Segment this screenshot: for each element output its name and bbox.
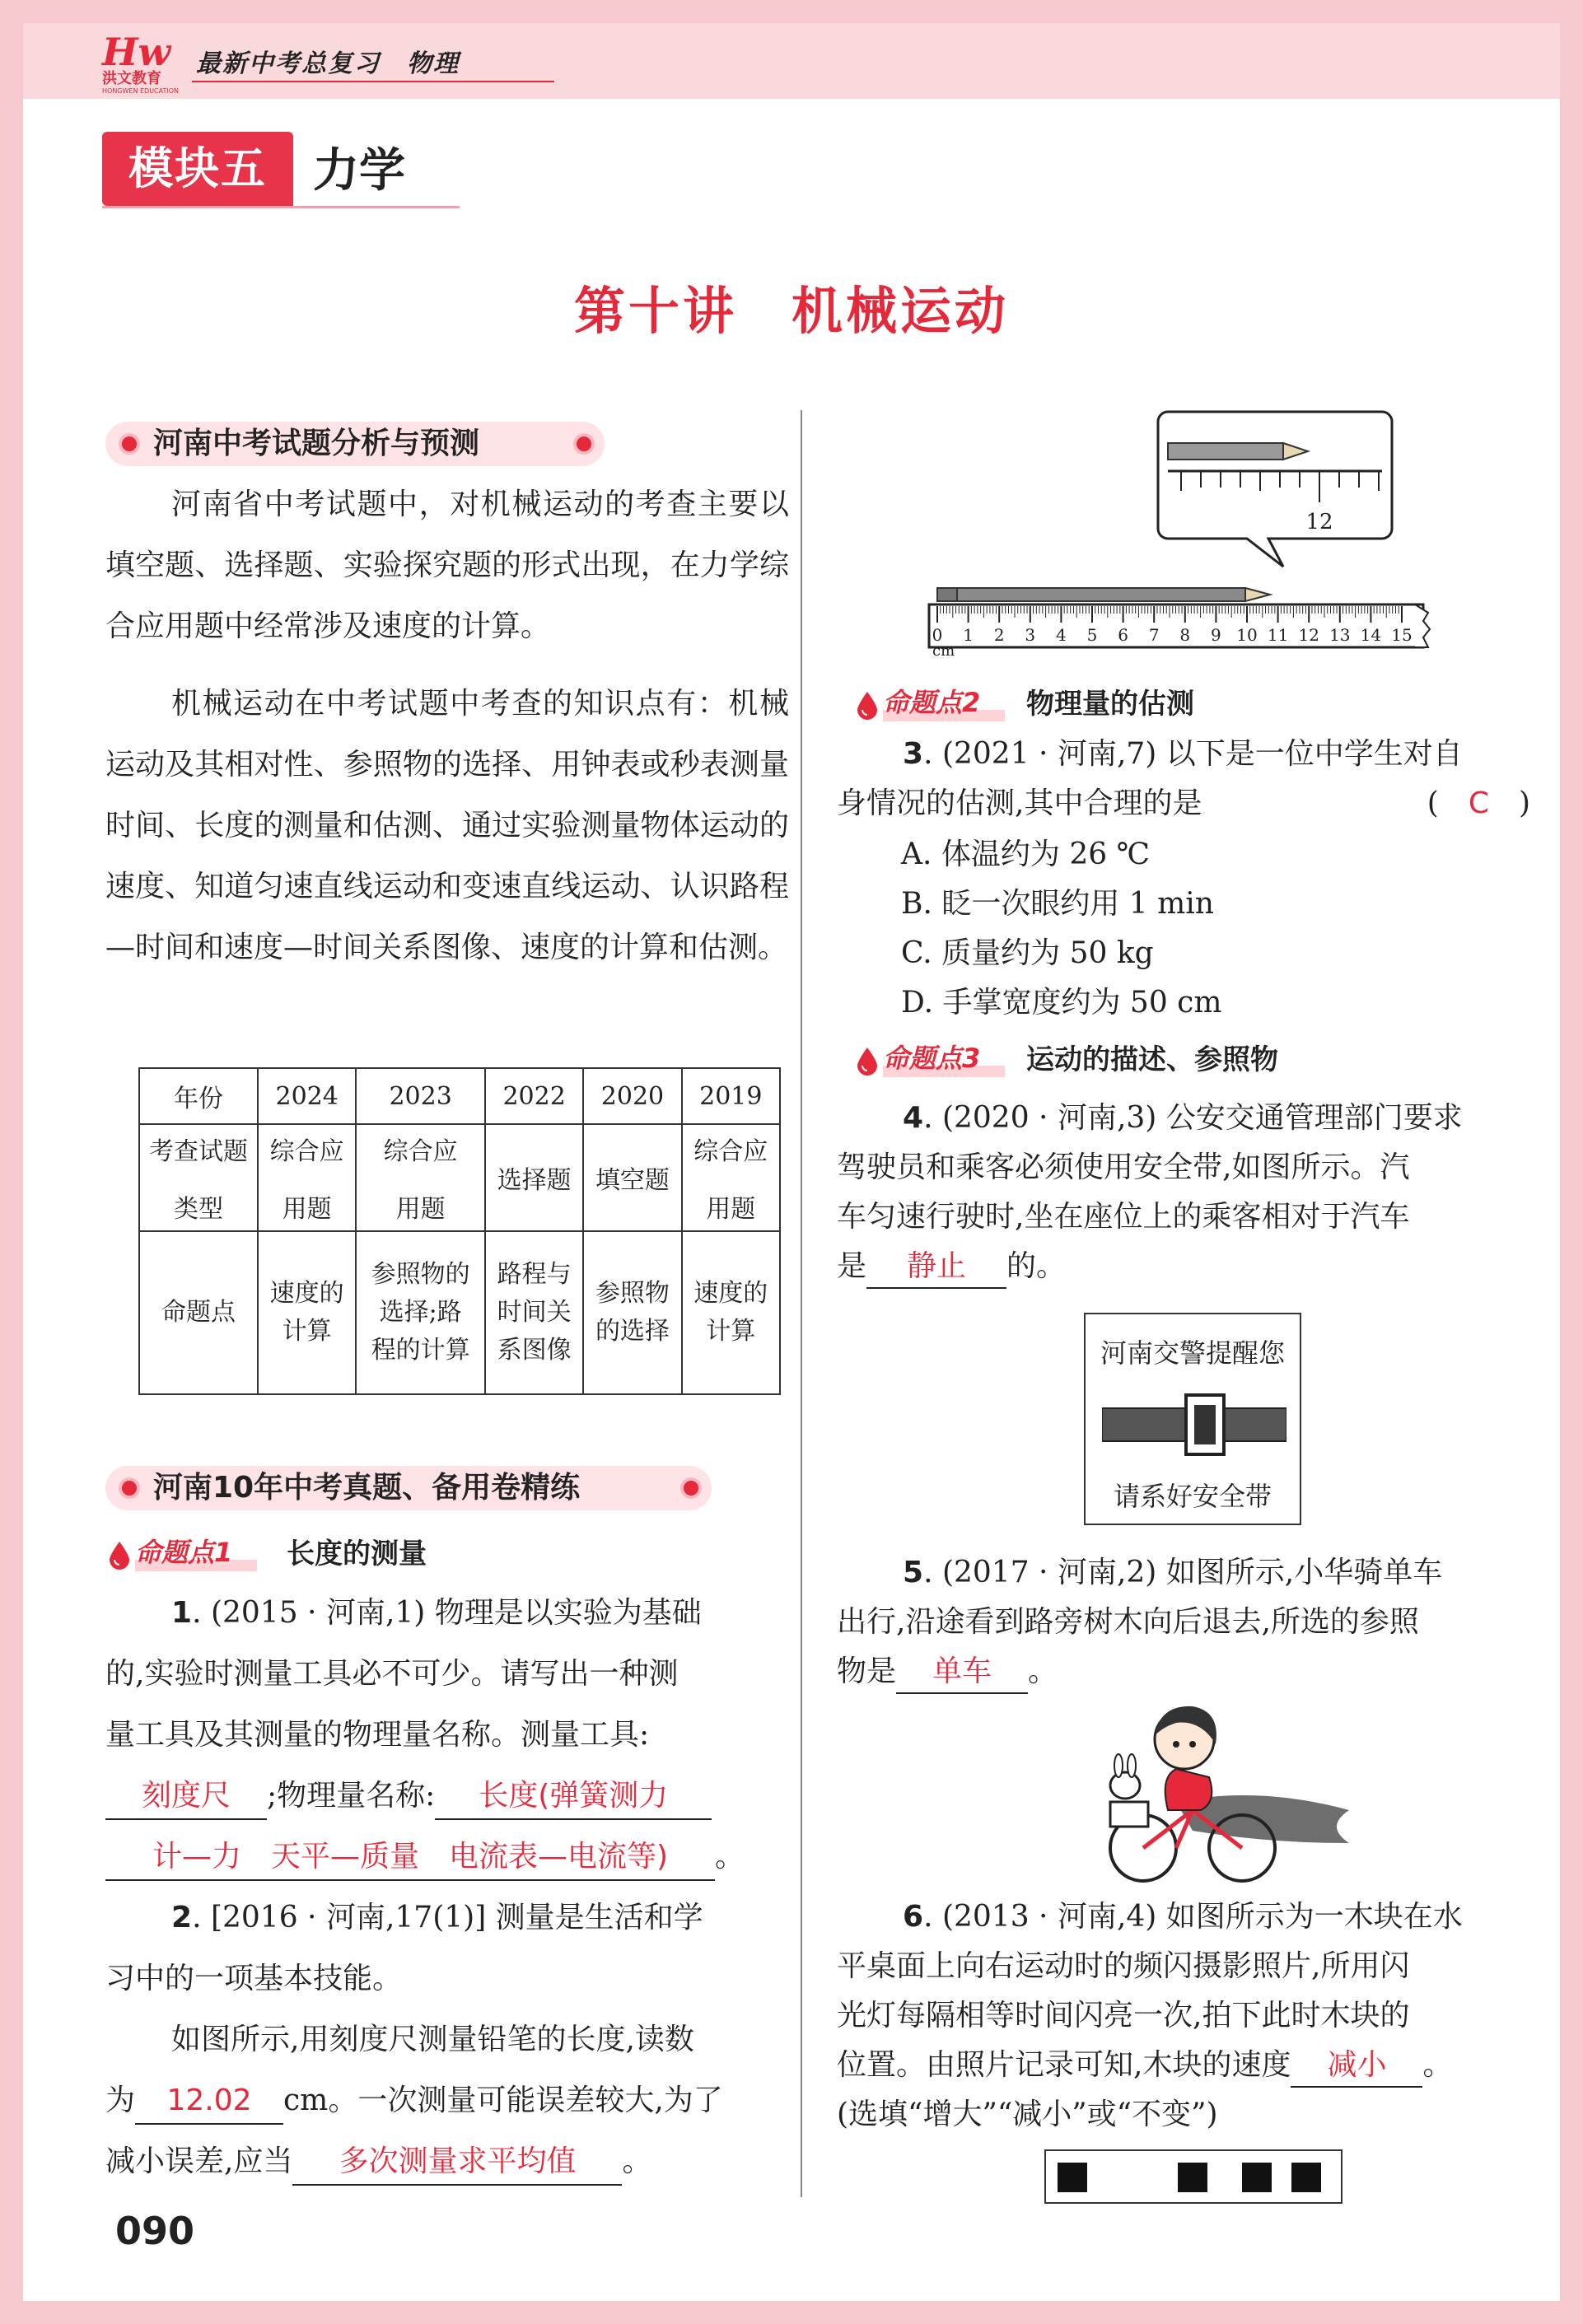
table-cell [583, 1231, 681, 1394]
q1-line: 的,实验时测量工具必不可少。请写出一种测 [105, 1657, 679, 1691]
q3-text: . (2021 · 河南,7) 以下是一位中学生对自 [923, 737, 1463, 771]
q2-text: . [2016 · 河南,17(1)] 测量是生活和学 [192, 1901, 703, 1934]
q4-text: 的。 [1006, 1249, 1067, 1283]
ruler-tick-label: 0 [932, 625, 943, 645]
question-4 [837, 1094, 1530, 1291]
q3-option-d: D. 手掌宽度约为 50 cm [901, 986, 1222, 1020]
q5-answer: 单车 [896, 1651, 1028, 1694]
wood-block [1058, 2163, 1087, 2192]
ruler-tick-label: 11 [1267, 625, 1289, 645]
ruler-tick-label: 1 [963, 625, 974, 645]
table-cell [583, 1124, 681, 1231]
q3-option-a: A. 体温约为 26 ℃ [901, 838, 1150, 871]
q5-line: 出行,沿途看到路旁树木向后退去,所选的参照 [837, 1605, 1419, 1639]
point-1-title: 长度的测量 [287, 1538, 427, 1570]
ruler-tick-label: 12 [1298, 625, 1319, 645]
cell-line: 速度的 [269, 1279, 344, 1308]
cell-line: 用题 [706, 1195, 756, 1224]
ruler-tick-label: 10 [1236, 625, 1258, 645]
ruler-tick-label: 4 [1056, 625, 1067, 645]
ruler [929, 604, 1430, 660]
header-divider [192, 81, 554, 82]
ruler-tick-label: 14 [1360, 625, 1382, 645]
q6-line: 平桌面上向右运动时的频闪摄影照片,所用闪 [837, 1949, 1410, 1983]
logo-mark: Hw [102, 30, 171, 74]
q2-text: 为 [105, 2084, 136, 2117]
table-header-point: 命题点 [139, 1231, 258, 1394]
q1-answer-quantity-cont: 计—力 天平—质量 电流表—电流等) [105, 1835, 715, 1881]
table-row [139, 1231, 780, 1394]
table-cell [356, 1124, 485, 1231]
q6-number: 6 [903, 1900, 924, 1934]
point-1-header [107, 1533, 519, 1575]
cell-line: 参照物 [595, 1279, 670, 1308]
q6-line [837, 2041, 1530, 2090]
cell-line: 计算 [282, 1317, 332, 1346]
table-cell [485, 1124, 583, 1231]
table-cell [682, 1124, 780, 1231]
q6-text: 位置。由照片记录可知,木块的速度 [837, 2048, 1291, 2082]
q4-line: 驾驶员和乘客必须使用安全带,如图所示。汽 [837, 1150, 1410, 1184]
point-2-title: 物理量的估测 [1026, 688, 1194, 721]
table-cell: 2023 [356, 1068, 485, 1124]
wood-block [1242, 2163, 1272, 2192]
book-title: 最新中考总复习 物理 [196, 49, 460, 78]
ruler-tick-label: 3 [1025, 625, 1036, 645]
bullet-icon [573, 433, 595, 455]
bullet-icon [680, 1477, 702, 1499]
q1-text: 。 [715, 1840, 745, 1874]
sign-top-text: 河南交警提醒您 [1100, 1337, 1285, 1369]
point-1-tag: 命题点1 [135, 1537, 233, 1568]
table-cell: 2024 [258, 1068, 356, 1124]
q5-number: 5 [903, 1556, 924, 1589]
table-cell: 2020 [583, 1068, 681, 1124]
logo-en: HONGWEN EDUCATION [102, 87, 180, 95]
q3-number: 3 [903, 737, 924, 771]
cell-line: 的选择 [595, 1317, 670, 1346]
q2-line: 习中的一项基本技能。 [105, 1962, 403, 1995]
table-header-type [139, 1124, 258, 1231]
q5-text: 。 [1028, 1654, 1058, 1688]
ruler-tick-label: 9 [1211, 625, 1221, 645]
q1-text: ;物理量名称: [267, 1779, 436, 1813]
cell-line: 综合应 [693, 1137, 768, 1166]
ruler-figure [921, 405, 1440, 660]
q4-text: 是 [837, 1249, 867, 1283]
wood-block [1178, 2163, 1207, 2192]
table-row [139, 1068, 780, 1124]
q2-line [105, 2070, 789, 2131]
module-subject: 力学 [293, 132, 425, 206]
q2-answer-method: 多次测量求平均值 [292, 2140, 622, 2186]
q2-line [105, 2131, 789, 2192]
q6-line: (选填“增大”“减小”或“不变”) [837, 2098, 1218, 2131]
cell-line: 计算 [706, 1317, 756, 1346]
analysis-paragraph-1: 河南省中考试题中，对机械运动的考查主要以填空题、选择题、实验探究题的形式出现，在力学综合应用题中经常涉及速度的计算。 [105, 488, 789, 643]
pencil [937, 588, 1270, 601]
exam-analysis-table [138, 1067, 781, 1395]
q5-text: 物是 [837, 1654, 897, 1688]
zoom-label: 12 [1305, 510, 1333, 534]
ruler-tick-label: 2 [993, 625, 1005, 645]
ruler-tick-label: 6 [1118, 625, 1128, 645]
question-6 [837, 1892, 1530, 2140]
bullet-icon [119, 433, 140, 455]
q6-line: 光灯每隔相等时间闪亮一次,拍下此时木块的 [837, 1999, 1410, 2032]
q6-answer: 减小 [1291, 2045, 1422, 2088]
q5-text: . (2017 · 河南,2) 如图所示,小华骑单车 [923, 1556, 1443, 1589]
lecture-title: 第十讲 机械运动 [573, 281, 1009, 341]
cell-line: 时间关 [497, 1298, 572, 1327]
q4-line [837, 1094, 1530, 1143]
q2-text: 。 [622, 2144, 652, 2178]
cyclist-illustration [1053, 1687, 1366, 1892]
q1-number: 1 [171, 1596, 193, 1630]
seatbelt-sign [1084, 1313, 1301, 1525]
cell-line: 选择题 [497, 1166, 572, 1195]
question-3 [837, 730, 1530, 828]
q1-line [105, 1827, 789, 1888]
q3-answer: C [1468, 786, 1489, 820]
ruler-tick-label: 15 [1391, 625, 1413, 645]
droplet-icon [855, 1046, 880, 1076]
ruler-tick-label: 5 [1086, 625, 1098, 645]
q1-text: . (2015 · 河南,1) 物理是以实验为基础 [192, 1596, 702, 1630]
cell-line: 选择;路 [379, 1298, 462, 1327]
sign-bottom-text: 请系好安全带 [1113, 1481, 1272, 1512]
q4-answer: 静止 [866, 1246, 1006, 1289]
page-number: 090 [115, 2209, 195, 2253]
type-label-line: 类型 [174, 1195, 223, 1224]
droplet-icon [855, 690, 880, 720]
seatbelt-icon [1102, 1387, 1286, 1463]
section-practice-header [105, 1466, 712, 1510]
column-divider [801, 410, 802, 2197]
table-cell: 2019 [682, 1068, 780, 1124]
q6-line [837, 1892, 1530, 1942]
q3-answer-bracket: ( C ) [1427, 786, 1530, 820]
cell-line: 综合应 [383, 1137, 458, 1166]
question-1 [105, 1583, 789, 1888]
q1-answer-quantity: 长度(弹簧测力 [435, 1774, 712, 1820]
module-label: 模块五 [102, 132, 293, 206]
q6-text: 。 [1422, 2048, 1453, 2082]
ruler-tick-label: 7 [1148, 625, 1160, 645]
table-cell [356, 1231, 485, 1394]
droplet-icon [107, 1540, 132, 1570]
point-3-title: 运动的描述、参照物 [1026, 1043, 1278, 1076]
type-label-line: 考查试题 [149, 1137, 248, 1166]
q2-line: 如图所示,用刻度尺测量铅笔的长度,读数 [171, 2023, 694, 2056]
module-underline [102, 206, 460, 208]
q3-option-b: B. 眨一次眼约用 1 min [901, 887, 1214, 921]
q2-answer-length: 12.02 [135, 2079, 283, 2125]
q2-line [105, 1888, 789, 1948]
q4-line: 车匀速行驶时,坐在座位上的乘客相对于汽车 [837, 1200, 1410, 1234]
section-analysis-title: 河南中考试题分析与预测 [153, 427, 480, 460]
logo-name: 洪文教育 [102, 70, 161, 87]
q3-line [837, 779, 1530, 828]
q4-number: 4 [903, 1101, 924, 1135]
table-cell: 2022 [485, 1068, 583, 1124]
q2-number: 2 [171, 1901, 193, 1934]
question-2 [105, 1888, 789, 2192]
table-cell [258, 1124, 356, 1231]
q1-line [105, 1583, 789, 1644]
q2-text: cm。一次测量可能误差较大,为了 [283, 2084, 723, 2117]
q4-line [837, 1242, 1530, 1291]
cell-line: 路程与 [497, 1260, 572, 1289]
table-cell [258, 1231, 356, 1394]
analysis-paragraph-2: 机械运动在中考试题中考查的知识点有：机械运动及其相对性、参照物的选择、用钟表或秒表测量时间、长度的测量和估测、通过实验测量物体运动的速度、知道匀速直线运动和变速直线运动、认识路程—时间和速度—时间关系图像、速度的计算和估测。 [105, 687, 789, 964]
q5-line [837, 1548, 1530, 1598]
cell-line: 系图像 [497, 1336, 572, 1365]
logo [102, 30, 204, 95]
point-3-tag: 命题点3 [883, 1043, 981, 1074]
page [23, 23, 1560, 2301]
table-row [139, 1124, 780, 1231]
q1-answer-tool: 刻度尺 [105, 1774, 267, 1820]
wood-block [1291, 2163, 1321, 2192]
q2-text: 减小误差,应当 [105, 2144, 293, 2178]
zoom-bubble [1158, 412, 1392, 567]
table-cell [485, 1231, 583, 1394]
flash-photo-figure [1044, 2149, 1343, 2204]
q4-text: . (2020 · 河南,3) 公安交通管理部门要求 [923, 1101, 1463, 1135]
point-2-header [855, 684, 1316, 725]
q3-option-c: C. 质量约为 50 kg [901, 936, 1154, 970]
ruler-tick-label: 13 [1329, 625, 1351, 645]
table-cell [682, 1231, 780, 1394]
q3-text: 身情况的估测,其中合理的是 [837, 786, 1202, 820]
q1-line [105, 1766, 789, 1827]
cell-line: 用题 [395, 1195, 446, 1224]
table-header-year: 年份 [139, 1068, 258, 1124]
cell-line: 程的计算 [371, 1336, 470, 1365]
cell-line: 综合应 [269, 1137, 344, 1166]
section-practice-title: 河南10年中考真题、备用卷精练 [153, 1471, 581, 1505]
cell-line: 用题 [282, 1195, 332, 1224]
q1-line: 量工具及其测量的物理量名称。测量工具: [105, 1718, 650, 1752]
section-analysis-header [105, 422, 605, 466]
point-3-header [855, 1039, 1366, 1080]
question-5 [837, 1548, 1530, 1696]
ruler-unit: cm [932, 642, 955, 660]
cell-line: 参照物的 [371, 1260, 470, 1289]
q6-text: . (2013 · 河南,4) 如图所示为一木块在水 [923, 1900, 1463, 1934]
ruler-tick-label: 8 [1179, 625, 1191, 645]
cell-line: 速度的 [693, 1279, 768, 1308]
bullet-icon [119, 1477, 140, 1499]
q3-line [837, 730, 1530, 779]
point-2-tag: 命题点2 [883, 687, 981, 718]
cell-line: 填空题 [595, 1166, 670, 1195]
